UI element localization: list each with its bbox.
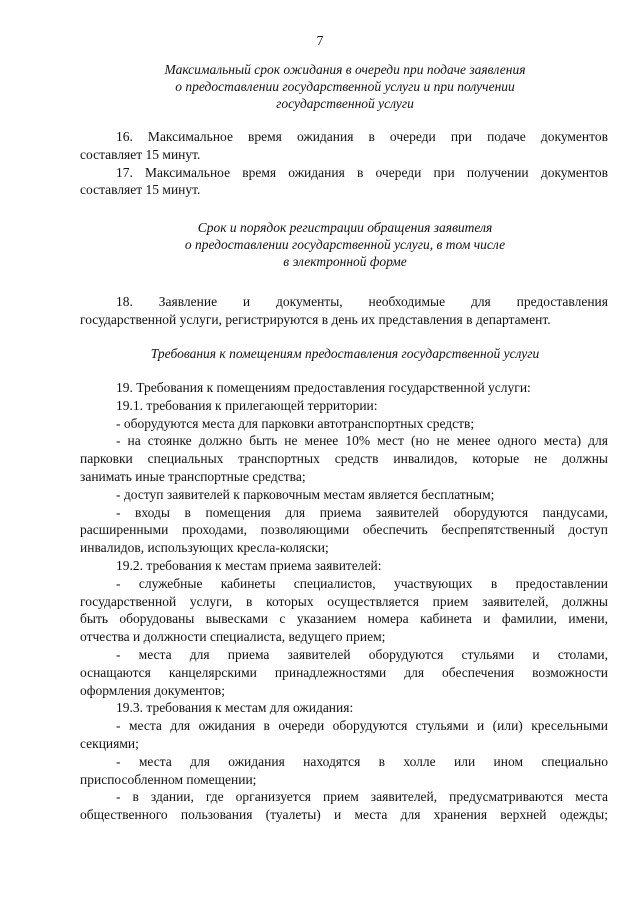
paragraph-line: - доступ заявителей к парковочным местам является бесплатным; — [116, 486, 495, 502]
paragraph-line: - на стоянке должно быть не менее 10% мест (но не менее одного места) для — [116, 433, 608, 449]
paragraph-line: - места для приема заявителей оборудуются стульями и столами, — [116, 646, 608, 662]
paragraph-line: - в здании, где организуется прием заявителей, предусматриваются места — [116, 789, 608, 805]
heading-line: в электронной форме — [283, 254, 407, 269]
paragraph-line: оснащаются канцелярскими принадлежностями для обеспечения возможности — [80, 664, 608, 680]
paragraph-line: государственной услуги, в которых осуществляется прием заявителей, должны — [80, 593, 608, 609]
paragraph-line: - места для ожидания находятся в холле или ином специально — [116, 753, 608, 769]
section-premises — [80, 379, 608, 824]
paragraph-line: 19.2. требования к местам приема заявителей: — [116, 557, 382, 573]
paragraph-line: составляет 15 минут. — [80, 182, 201, 198]
heading-line: Требования к помещениям предоставления государственной услуги — [150, 346, 540, 361]
paragraph-line: быть оборудованы вывесками с указанием номера кабинета и фамилии, имени, — [80, 611, 608, 627]
paragraph-line: 16. Максимальное время ожидания в очереди при подаче документов — [116, 129, 608, 144]
paragraph-line: - оборудуются места для парковки автотранспортных средств; — [116, 415, 475, 431]
section-registration — [80, 293, 608, 329]
paragraph-line: 17. Максимальное время ожидания в очереди при получении документов — [116, 164, 608, 180]
paragraph-line: составляет 15 минут. — [80, 146, 201, 162]
paragraph-line: 19. Требования к помещениям предоставления государственной услуги: — [116, 380, 531, 395]
paragraph-line: - служебные кабинеты специалистов, участвующих в предоставлении — [116, 575, 608, 591]
heading-premises — [80, 345, 610, 362]
paragraph-line: секциями; — [80, 735, 139, 751]
page-number: 7 — [316, 33, 324, 48]
paragraph-line: расширенными проходами, позволяющими обеспечить беспрепятственный доступ — [80, 522, 608, 538]
paragraph-line: отчества и должности специалиста, ведущего прием; — [80, 629, 386, 645]
heading-line: государственной услуги — [276, 96, 414, 111]
paragraph-line: - входы в помещения для приема заявителей оборудуются пандусами, — [116, 504, 608, 520]
heading-line: Максимальный срок ожидания в очереди при подаче заявления — [164, 62, 526, 77]
paragraph-line: парковки специальных транспортных средств инвалидов, которые не должны — [80, 451, 608, 467]
paragraph-line: общественного пользования (туалеты) и места для хранения верхней одежды; — [80, 807, 608, 823]
paragraph-line: инвалидов, использующих кресла-коляски; — [80, 540, 329, 556]
heading-line: Срок и порядок регистрации обращения заявителя — [197, 220, 493, 235]
paragraph-line: приспособленном помещении; — [80, 771, 257, 787]
paragraph-line: занимать иные транспортные средства; — [80, 468, 306, 484]
paragraph-line: государственной услуги, регистрируются в день их представления в департамент. — [80, 311, 551, 327]
paragraph-line: - места для ожидания в очереди оборудуются стульями и (или) кресельными — [116, 718, 608, 734]
paragraph-line: 19.1. требования к прилегающей территории: — [116, 397, 378, 413]
paragraph-line: оформления документов; — [80, 682, 226, 698]
heading-max-wait-time — [80, 61, 610, 112]
section-wait-time — [80, 128, 608, 199]
heading-line: о предоставлении государственной услуги, в том числе — [184, 237, 506, 252]
heading-registration — [80, 219, 610, 270]
paragraph-line: 19.3. требования к местам для ожидания: — [116, 700, 354, 716]
heading-line: о предоставлении государственной услуги и при получении — [175, 79, 515, 94]
paragraph-line: 18. Заявление и документы, необходимые для предоставления — [116, 294, 608, 309]
